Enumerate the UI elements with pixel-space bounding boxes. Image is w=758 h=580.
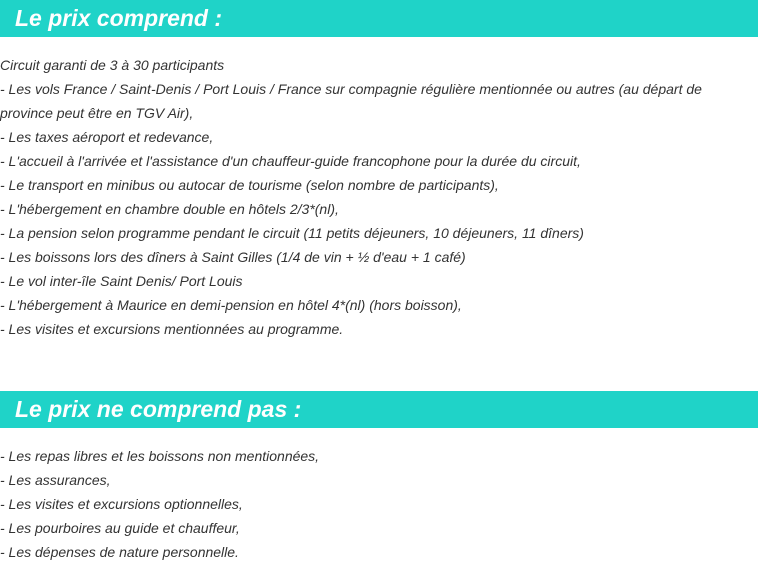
- included-list: [0, 53, 730, 341]
- excluded-line: - Les repas libres et les boissons non mentionnées,: [0, 448, 320, 464]
- included-line: - L'hébergement à Maurice en demi-pension en hôtel 4*(nl) (hors boisson),: [0, 297, 462, 313]
- included-line: - Les boissons lors des dîners à Saint Gilles (1/4 de vin + ½ d'eau + 1 café): [0, 249, 466, 265]
- excluded-line: - Les dépenses de nature personnelle.: [0, 544, 239, 560]
- included-banner: [0, 0, 758, 37]
- excluded-title: Le prix ne comprend pas :: [15, 396, 302, 422]
- excluded-banner: [0, 391, 758, 428]
- included-line: - L'accueil à l'arrivée et l'assistance d'un chauffeur-guide francophone pour la durée du circuit,: [0, 153, 581, 169]
- excluded-line: - Les assurances,: [0, 472, 111, 488]
- included-title: Le prix comprend :: [15, 5, 223, 31]
- included-line: - Les taxes aéroport et redevance,: [0, 129, 214, 145]
- excluded-line: - Les pourboires au guide et chauffeur,: [0, 520, 240, 536]
- included-line: Circuit garanti de 3 à 30 participants: [0, 57, 225, 73]
- included-line: - L'hébergement en chambre double en hôtels 2/3*(nl),: [0, 201, 339, 217]
- excluded-list: [0, 444, 730, 564]
- included-line: - Les visites et excursions mentionnées au programme.: [0, 321, 344, 337]
- excluded-line: - Les visites et excursions optionnelles,: [0, 496, 243, 512]
- included-line: - Les vols France / Saint-Denis / Port Louis / France sur compagnie régulière mentionnée ou autres (au départ de province peut être en TGV Air),: [0, 81, 702, 121]
- included-line: - Le vol inter-île Saint Denis/ Port Louis: [0, 273, 243, 289]
- included-line: - Le transport en minibus ou autocar de tourisme (selon nombre de participants),: [0, 177, 499, 193]
- included-line: - La pension selon programme pendant le circuit (11 petits déjeuners, 10 déjeuners, 11 dîners): [0, 225, 584, 241]
